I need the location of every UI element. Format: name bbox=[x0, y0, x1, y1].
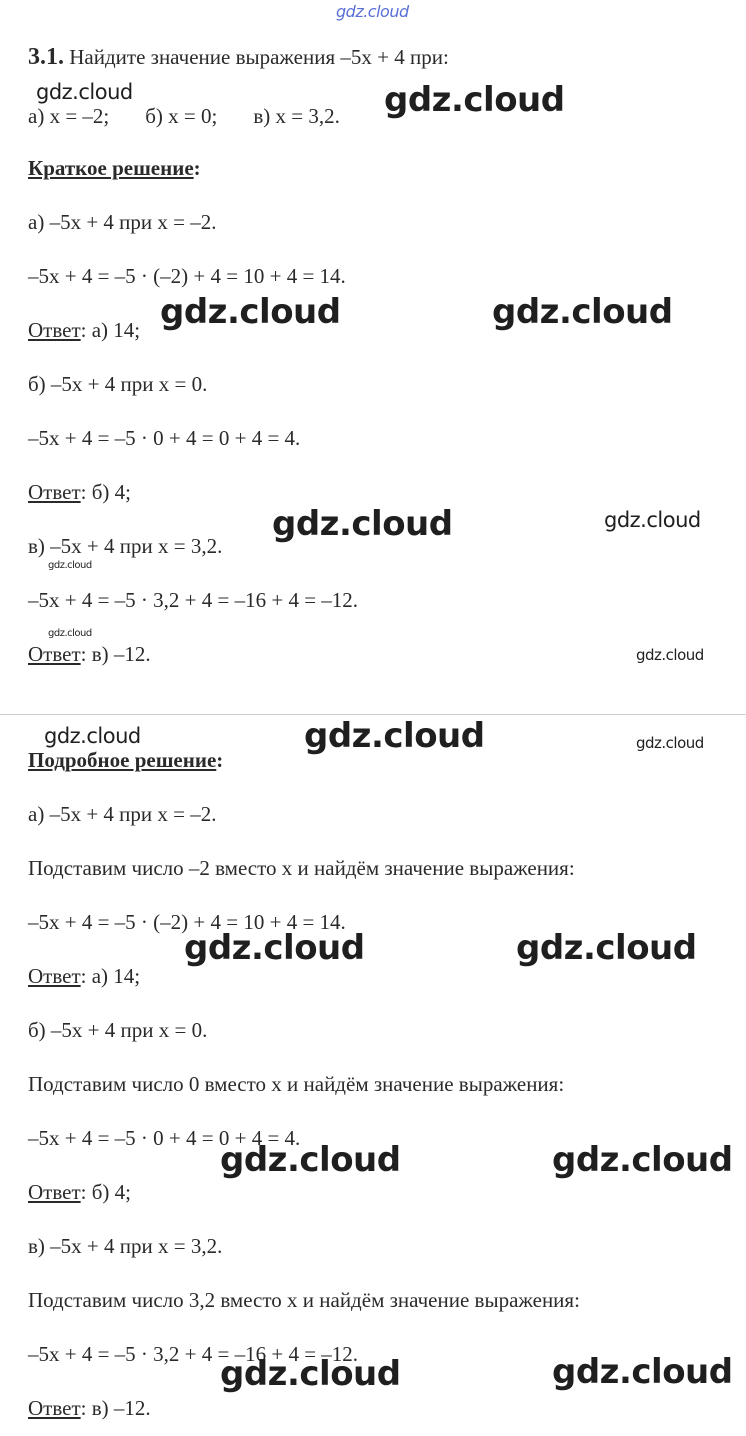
watermark: gdz.cloud bbox=[384, 80, 565, 120]
watermark: gdz.cloud bbox=[48, 560, 92, 571]
watermark: gdz.cloud bbox=[492, 292, 673, 332]
task-number: 3.1. bbox=[28, 44, 64, 70]
short-c-answer: Ответ: в) –12. bbox=[28, 642, 151, 666]
watermark: gdz.cloud bbox=[184, 928, 365, 968]
detailed-c-answer: Ответ: в) –12. bbox=[28, 1396, 151, 1420]
watermark: gdz.cloud bbox=[304, 716, 485, 756]
watermark: gdz.cloud bbox=[636, 646, 704, 664]
short-a-calculation: –5x + 4 = –5 · (–2) + 4 = 10 + 4 = 14. bbox=[28, 264, 346, 288]
detailed-b-answer: Ответ: б) 4; bbox=[28, 1180, 131, 1204]
short-b-condition: б) –5x + 4 при x = 0. bbox=[28, 372, 208, 396]
task-options bbox=[28, 104, 340, 129]
watermark: gdz.cloud bbox=[336, 2, 409, 21]
section-divider bbox=[0, 714, 746, 715]
short-a-answer: Ответ: а) 14; bbox=[28, 318, 141, 342]
short-a-condition: а) –5x + 4 при x = –2. bbox=[28, 210, 217, 234]
short-b-calculation: –5x + 4 = –5 · 0 + 4 = 0 + 4 = 4. bbox=[28, 426, 301, 450]
short-solution-heading: Краткое решение: bbox=[28, 156, 201, 180]
watermark: gdz.cloud bbox=[36, 80, 133, 104]
detailed-c-text: Подставим число 3,2 вместо x и найдём значение выражения: bbox=[28, 1288, 580, 1312]
option-a: а) x = –2; bbox=[28, 104, 110, 128]
watermark: gdz.cloud bbox=[552, 1352, 733, 1392]
watermark: gdz.cloud bbox=[516, 928, 697, 968]
task-text: Найдите значение выражения –5x + 4 при: bbox=[64, 45, 449, 69]
watermark: gdz.cloud bbox=[48, 628, 92, 639]
detailed-c-calculation: –5x + 4 = –5 · 3,2 + 4 = –16 + 4 = –12. bbox=[28, 1342, 359, 1366]
watermark: gdz.cloud bbox=[220, 1140, 401, 1180]
detailed-b-condition: б) –5x + 4 при x = 0. bbox=[28, 1018, 208, 1042]
option-b: б) x = 0; bbox=[145, 104, 218, 128]
detailed-a-answer: Ответ: а) 14; bbox=[28, 964, 141, 988]
watermark: gdz.cloud bbox=[272, 504, 453, 544]
detailed-b-calculation: –5x + 4 = –5 · 0 + 4 = 0 + 4 = 4. bbox=[28, 1126, 301, 1150]
detailed-a-text: Подставим число –2 вместо x и найдём значение выражения: bbox=[28, 856, 575, 880]
detailed-a-calculation: –5x + 4 = –5 · (–2) + 4 = 10 + 4 = 14. bbox=[28, 910, 346, 934]
detailed-c-condition: в) –5x + 4 при x = 3,2. bbox=[28, 1234, 223, 1258]
short-c-condition: в) –5x + 4 при x = 3,2. bbox=[28, 534, 223, 558]
watermark: gdz.cloud bbox=[552, 1140, 733, 1180]
watermark: gdz.cloud bbox=[44, 724, 141, 748]
option-c: в) x = 3,2. bbox=[253, 104, 340, 128]
detailed-a-condition: а) –5x + 4 при x = –2. bbox=[28, 802, 217, 826]
watermark: gdz.cloud bbox=[160, 292, 341, 332]
watermark: gdz.cloud bbox=[636, 734, 704, 752]
watermark: gdz.cloud bbox=[220, 1354, 401, 1394]
short-b-answer: Ответ: б) 4; bbox=[28, 480, 131, 504]
watermark: gdz.cloud bbox=[604, 508, 701, 532]
detailed-b-text: Подставим число 0 вместо x и найдём значение выражения: bbox=[28, 1072, 565, 1096]
short-c-calculation: –5x + 4 = –5 · 3,2 + 4 = –16 + 4 = –12. bbox=[28, 588, 359, 612]
detailed-solution-heading: Подробное решение: bbox=[28, 748, 224, 772]
task-statement bbox=[28, 44, 449, 71]
